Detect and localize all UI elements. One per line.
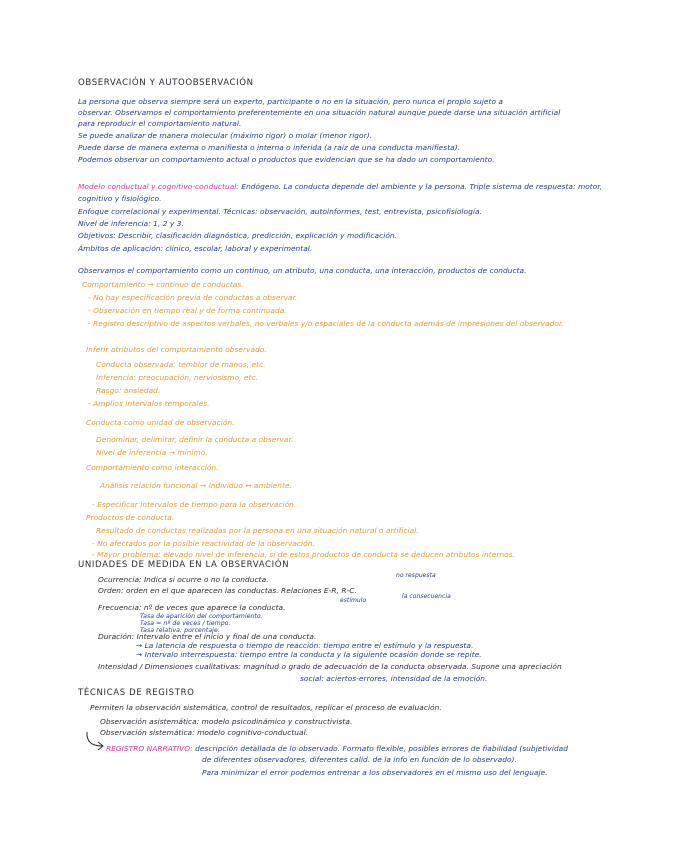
note-line: La persona que observa siempre será un experto, participante o no en la situación, pero nunca el propio sujeto a: [78, 97, 503, 106]
note-subline: → Intervalo interrespuesta: tiempo entre la conducta y la siguiente ocasión donde se repite.: [136, 650, 482, 659]
note-line: Intensidad / Dimensiones cualitativas: magnitud o grado de adecuación de la conducta observada. Supone una apreciación: [98, 662, 562, 671]
note-line: - Registro descriptivo de aspectos verbales, no verbales y/o espaciales de la conducta además de impresiones del observador.: [88, 319, 564, 328]
curved-arrow-icon: [84, 730, 108, 752]
modelo-text: Endógeno. La conducta depende del ambiente y la persona. Triple sistema de respuesta: motor,: [238, 182, 603, 191]
note-line: Nivel de inferencia → mínimo.: [96, 448, 208, 457]
note-line: - Especificar intervalos de tiempo para la observación.: [92, 500, 297, 509]
note-line: Observación sistemática: modelo cognitivo-conductual.: [100, 728, 309, 737]
heading-conducta: Conducta como unidad de observación.: [86, 418, 235, 427]
note-line: Rasgo: ansiedad.: [96, 386, 161, 395]
registro-label: REGISTRO NARRATIVO:: [106, 744, 193, 753]
note-line: Denominar, delimitar, definir la conducta a observar.: [96, 435, 294, 444]
modelo-label: Modelo conductual y cognitivo-conductual:: [78, 182, 239, 191]
note-line: - Mayor problema: elevado nivel de inferencia, si de estos productos de conducta se deducen atributos internos.: [92, 550, 516, 559]
note-line: Nivel de inferencia: 1, 2 y 3.: [78, 219, 184, 228]
note-line: Podemos observar un comportamiento actual o productos que evidencian que se ha dado un comportamiento.: [78, 155, 495, 164]
note-line: Resultado de conductas realizadas por la persona en una situación natural o artificial.: [96, 526, 419, 535]
note-line: Ocurrencia: Indica si ocurre o no la conducta.: [98, 575, 269, 584]
note-line: - Amplios intervalos temporales.: [88, 399, 210, 408]
note-line: Para minimizar el error podemos entrenar a los observadores en el mismo uso del lenguaje.: [202, 768, 548, 777]
registro-text: descripción detallada de lo observado. Formato flexible, posibles errores de fiabilidad (subjetividad: [192, 744, 569, 753]
note-line: Puede darse de manera externa o manifiesta o interna o inferida (a raíz de una conducta manifiesta).: [78, 143, 461, 152]
note-line-modelo: [78, 182, 602, 191]
note-subline: social: aciertos-errores, intensidad de la emoción.: [300, 674, 488, 683]
note-line: para reproducir el comportamiento natural.: [78, 119, 242, 128]
note-line: Enfoque correlacional y experimental. Técnicas: observación, autoinformes, test, entrevista, psicofisiología.: [78, 207, 482, 216]
note-line: Inferencia: preocupación, nerviosismo, etc.: [96, 373, 258, 382]
note-line: observar. Observamos el comportamiento preferentemente en una situación natural aunque puede darse una situación artificial: [78, 108, 561, 117]
section-title-unidades: UNIDADES DE MEDIDA EN LA OBSERVACIÓN: [78, 560, 290, 570]
note-line: - No afectados por la posible reactividad de la observación.: [92, 539, 315, 548]
note-line: Frecuencia: nº de veces que aparece la conducta.: [98, 603, 286, 612]
note-line: Se puede analizar de manera molecular (máximo rigor) o molar (menor rigor).: [78, 131, 373, 140]
heading-interaccion: Comportamiento como interacción.: [86, 463, 219, 472]
annotation: la consecuencia: [402, 593, 451, 600]
note-line-registro: [106, 744, 568, 753]
annotation: no respuesta: [396, 572, 436, 579]
note-line: de diferentes observadores, diferentes calid. de la info en función de lo observado).: [202, 755, 517, 764]
note-line: Objetivos: Describir, clasificación diagnóstica, predicción, explicación y modificación.: [78, 231, 398, 240]
section-title-observacion: OBSERVACIÓN Y AUTOOBSERVACIÓN: [78, 78, 254, 88]
note-line: Observación asistemática: modelo psicodinámico y constructivista.: [100, 717, 353, 726]
note-line: Orden: orden en el que aparecen las conductas. Relaciones E-R, R-C.: [98, 586, 357, 595]
heading-productos: Productos de conducta.: [86, 513, 175, 522]
note-line: - No hay especificación previa de conductas a observar.: [88, 293, 298, 302]
note-subline: → La latencia de respuesta o tiempo de reacción: tiempo entre el estímulo y la respuesta.: [136, 641, 474, 650]
note-subline: Tasa = nº de veces / tiempo.: [140, 620, 231, 627]
note-line: Ámbitos de aplicación: clínico, escolar, laboral y experimental.: [78, 244, 313, 253]
note-subline: Tasa relativa: porcentaje.: [140, 627, 220, 634]
note-line: - Observación en tiempo real y de forma continuada.: [88, 306, 287, 315]
annotation: estímulo: [340, 597, 367, 604]
note-line: Observamos el comportamiento como un continuo, un atributo, una conducta, una interacción, productos de conducta.: [78, 266, 527, 275]
heading-continuo: Comportamiento → continuo de conductas.: [82, 280, 244, 289]
note-subline: Tasa de aparición del comportamiento.: [140, 613, 263, 620]
note-line: Permiten la observación sistemática, control de resultados, replicar el proceso de evaluación.: [90, 703, 442, 712]
note-line: Análisis relación funcional → Individuo ↔ ambiente.: [100, 481, 292, 490]
section-title-tecnicas: TÉCNICAS DE REGISTRO: [78, 688, 195, 698]
heading-inferir: Inferir atributos del comportamiento observado.: [86, 345, 267, 354]
note-line: cognitivo y fisiológico.: [78, 194, 162, 203]
note-line: Conducta observada: temblor de manos, etc.: [96, 360, 266, 369]
note-line: Duración: Intervalo entre el inicio y final de una conducta.: [98, 632, 317, 641]
